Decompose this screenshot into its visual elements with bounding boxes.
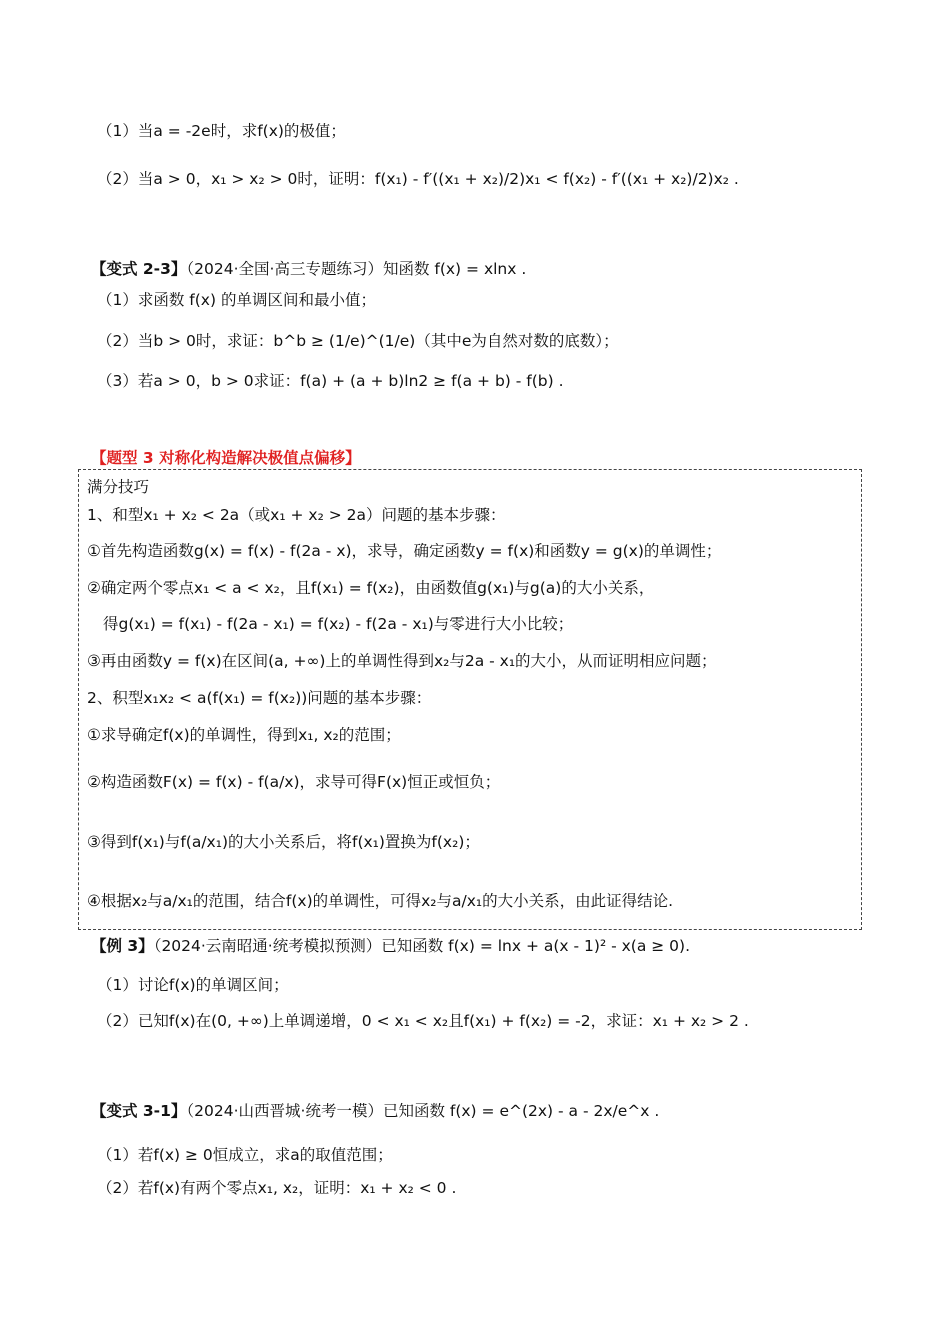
skills-title: 满分技巧 [87,478,150,496]
example-3-title [91,935,690,957]
variant-2-3-part-2: （2）当b > 0时，求证：b^b ≥ (1/e)^(1/e)（其中e为自然对数的底数）； [97,332,619,350]
variant-3-1-text: （2024·山西晋城·统考一模）已知函数 f(x) = e^(2x) - a - 2x/e^x . [186,1102,660,1120]
variant-2-3-title [91,258,526,280]
skill-sum-heading: 1、和型x₁ + x₂ < 2a（或x₁ + x₂ > 2a）问题的基本步骤： [87,506,506,524]
variant-2-3-part-3: （3）若a > 0，b > 0求证：f(a) + (a + b)ln2 ≥ f(a + b) - f(b) . [97,372,564,390]
skill-sum-step-2-cont: 得g(x₁) = f(x₁) - f(2a - x₁) = f(x₂) - f(2a - x₁)与零进行大小比较； [103,615,574,633]
variant-2-3-part-1: （1）求函数 f(x) 的单调区间和最小值； [97,291,376,309]
example-3-label: 【例 3】 [91,937,154,955]
variant-3-1-part-2: （2）若f(x)有两个零点x₁, x₂，证明：x₁ + x₂ < 0 . [97,1179,457,1197]
variant-2-3-text: （2024·全国·高三专题练习）知函数 f(x) = xlnx . [186,260,527,278]
skill-product-step-2: ②构造函数F(x) = f(x) - f(a/x)，求导可得F(x)恒正或恒负； [87,773,501,791]
question-1-part-2: （2）当a > 0，x₁ > x₂ > 0时，证明：f(x₁) - f′((x₁ + x₂)/2)x₁ < f(x₂) - f′((x₁ + x₂)/2)x₂ . [97,170,739,188]
skill-product-heading: 2、积型x₁x₂ < a(f(x₁) = f(x₂))问题的基本步骤： [87,689,432,707]
variant-2-3-label: 【变式 2-3】 [91,260,187,278]
section-heading-type-3: 【题型 3 对称化构造解决极值点偏移】 [91,449,361,467]
variant-3-1-label: 【变式 3-1】 [91,1102,187,1120]
skill-product-step-1: ①求导确定f(x)的单调性，得到x₁, x₂的范围； [87,726,401,744]
skill-product-step-3: ③得到f(x₁)与f(a/x₁)的大小关系后，将f(x₁)置换为f(x₂)； [87,833,480,851]
example-3-text: （2024·云南昭通·统考模拟预测）已知函数 f(x) = lnx + a(x - 1)² - x(a ≥ 0). [153,937,691,955]
question-1-part-1: （1）当a = -2e时，求f(x)的极值； [97,122,346,140]
example-3-part-1: （1）讨论f(x)的单调区间； [97,976,289,994]
skill-sum-step-3: ③再由函数y = f(x)在区间(a, +∞)上的单调性得到x₂与2a - x₁的大小，从而证明相应问题； [87,652,717,670]
skill-sum-step-1: ①首先构造函数g(x) = f(x) - f(2a - x)，求导，确定函数y = f(x)和函数y = g(x)的单调性； [87,542,722,560]
variant-3-1-title [91,1100,659,1122]
skill-product-step-4: ④根据x₂与a/x₁的范围，结合f(x)的单调性，可得x₂与a/x₁的大小关系，由此证得结论. [87,892,674,910]
variant-3-1-part-1: （1）若f(x) ≥ 0恒成立，求a的取值范围； [97,1146,393,1164]
skill-sum-step-2: ②确定两个零点x₁ < a < x₂，且f(x₁) = f(x₂)，由函数值g(x₁)与g(a)的大小关系， [87,579,655,597]
example-3-part-2: （2）已知f(x)在(0, +∞)上单调递增，0 < x₁ < x₂且f(x₁) + f(x₂) = -2，求证：x₁ + x₂ > 2 . [97,1012,749,1030]
